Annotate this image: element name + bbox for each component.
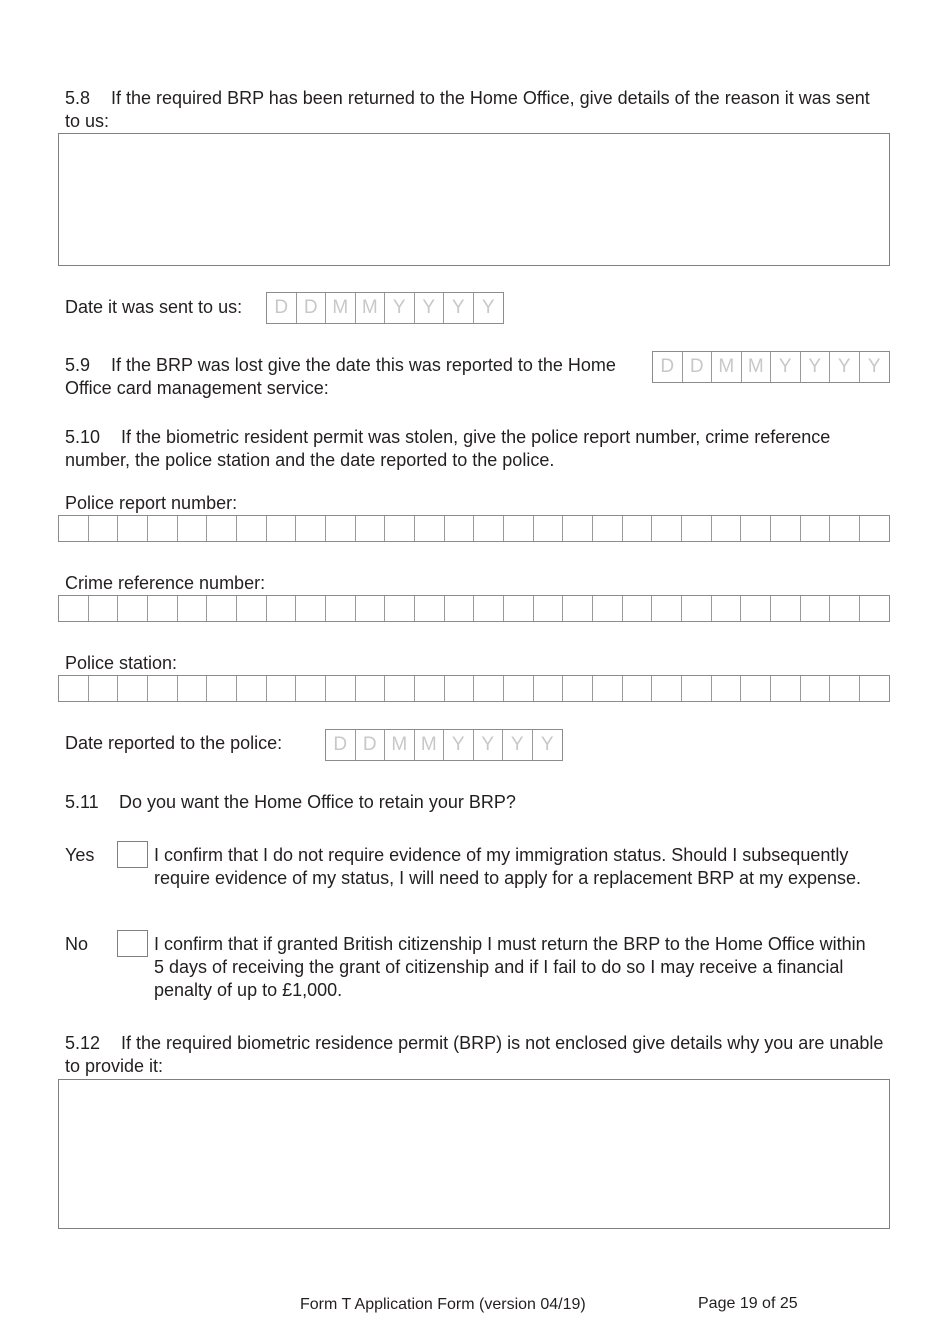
- question-number: 5.10: [65, 427, 101, 447]
- character-cell[interactable]: [652, 516, 682, 541]
- character-cell[interactable]: [593, 676, 623, 701]
- character-cell[interactable]: [296, 596, 326, 621]
- date-digit-cell[interactable]: Y: [385, 293, 415, 323]
- character-cell[interactable]: [474, 516, 504, 541]
- character-cell[interactable]: [682, 596, 712, 621]
- character-cell[interactable]: [712, 676, 742, 701]
- character-cell[interactable]: [237, 676, 267, 701]
- character-cell[interactable]: [563, 596, 593, 621]
- yes-statement: I confirm that I do not require evidence of my immigration status. Should I subsequently require evidence of my status, I will need to apply for a replacement BRP at my expense.: [154, 845, 862, 888]
- character-cell[interactable]: [771, 596, 801, 621]
- character-cell[interactable]: [504, 596, 534, 621]
- character-cell[interactable]: [296, 516, 326, 541]
- date-digit-cell[interactable]: Y: [867, 356, 881, 377]
- question-number: 5.8: [65, 88, 91, 108]
- question-text: If the required BRP has been returned to the Home Office, give details of the reason it was sent to us:: [65, 88, 870, 131]
- date-digit-cell[interactable]: D: [683, 352, 713, 382]
- character-cell[interactable]: [148, 596, 178, 621]
- character-cell[interactable]: [415, 676, 445, 701]
- character-cell[interactable]: [504, 516, 534, 541]
- character-cell[interactable]: [385, 676, 415, 701]
- character-cell[interactable]: [563, 676, 593, 701]
- footer-page-number: Page 19 of 25: [698, 1295, 798, 1312]
- character-cell[interactable]: [385, 516, 415, 541]
- character-cell[interactable]: [801, 596, 831, 621]
- character-cell[interactable]: [445, 516, 475, 541]
- character-cell[interactable]: [652, 676, 682, 701]
- date-digit-cell[interactable]: Y: [771, 352, 801, 382]
- character-cell[interactable]: [207, 596, 237, 621]
- question-5-8: [65, 87, 885, 133]
- date-sent-label: Date it was sent to us:: [65, 297, 243, 317]
- character-cell[interactable]: [741, 596, 771, 621]
- character-cell[interactable]: [741, 516, 771, 541]
- character-cell[interactable]: [237, 516, 267, 541]
- date-digit-cell[interactable]: M: [326, 293, 356, 323]
- character-cell[interactable]: [89, 596, 119, 621]
- character-cell[interactable]: [385, 596, 415, 621]
- date-digit-cell[interactable]: D: [267, 293, 297, 323]
- character-cell[interactable]: [445, 596, 475, 621]
- crime-reference-label: Crime reference number:: [65, 573, 266, 593]
- character-cell[interactable]: [237, 596, 267, 621]
- character-cell[interactable]: [326, 596, 356, 621]
- character-cell[interactable]: [623, 516, 653, 541]
- police-report-label: Police report number:: [65, 493, 238, 513]
- character-cell[interactable]: [830, 676, 860, 701]
- character-cell[interactable]: [860, 676, 889, 701]
- question-text: If the required biometric residence permit (BRP) is not enclosed give details why you are unable to provide it:: [65, 1033, 884, 1076]
- date-digit-cell[interactable]: M: [356, 293, 386, 323]
- date-digit-cell[interactable]: D: [356, 730, 386, 760]
- date-digit-cell[interactable]: Y: [830, 352, 860, 382]
- no-checkbox[interactable]: [117, 930, 148, 957]
- character-cell[interactable]: [267, 676, 297, 701]
- character-cell[interactable]: [207, 676, 237, 701]
- date-digit-cell[interactable]: Y: [415, 293, 445, 323]
- character-cell[interactable]: [356, 676, 386, 701]
- yes-checkbox[interactable]: [117, 841, 148, 868]
- question-number: 5.9: [65, 355, 91, 375]
- date-sent-field[interactable]: [266, 292, 504, 324]
- character-cell[interactable]: [178, 676, 208, 701]
- character-cell[interactable]: [326, 516, 356, 541]
- character-cell[interactable]: [712, 596, 742, 621]
- character-cell[interactable]: [504, 676, 534, 701]
- character-cell[interactable]: [830, 596, 860, 621]
- reason-sent-textarea[interactable]: [58, 133, 890, 266]
- character-cell[interactable]: [207, 516, 237, 541]
- date-digit-cell[interactable]: D: [653, 352, 683, 382]
- question-number: 5.11: [65, 792, 99, 812]
- character-cell[interactable]: [356, 516, 386, 541]
- date-digit-cell[interactable]: Y: [481, 297, 495, 318]
- no-statement: I confirm that if granted British citizenship I must return the BRP to the Home Office within 5 days of receiving the grant of citizenship and if I fail to do so I may receive a financial penalty of up to £1,000.: [154, 934, 866, 1000]
- character-cell[interactable]: [356, 596, 386, 621]
- character-cell[interactable]: [267, 596, 297, 621]
- character-cell[interactable]: [830, 516, 860, 541]
- character-cell[interactable]: [118, 596, 148, 621]
- character-cell[interactable]: [534, 596, 564, 621]
- footer-form-name: Form T Application Form (version 04/19): [300, 1296, 586, 1313]
- character-cell[interactable]: [534, 676, 564, 701]
- character-cell[interactable]: [474, 596, 504, 621]
- police-station-label: Police station:: [65, 653, 178, 673]
- character-cell[interactable]: [534, 516, 564, 541]
- date-reported-label: Date reported to the police:: [65, 733, 283, 753]
- character-cell[interactable]: [682, 676, 712, 701]
- character-cell[interactable]: [118, 676, 148, 701]
- date-digit-cell[interactable]: M: [385, 730, 415, 760]
- character-cell[interactable]: [178, 596, 208, 621]
- date-digit-cell[interactable]: Y: [540, 734, 554, 755]
- character-cell[interactable]: [296, 676, 326, 701]
- character-cell[interactable]: [860, 596, 889, 621]
- character-cell[interactable]: [118, 516, 148, 541]
- character-cell[interactable]: [415, 516, 445, 541]
- date-digit-cell[interactable]: Y: [444, 293, 474, 323]
- character-cell[interactable]: [474, 676, 504, 701]
- question-text: Do you want the Home Office to retain your BRP?: [119, 792, 516, 812]
- character-cell[interactable]: [801, 676, 831, 701]
- question-5-9: [65, 354, 625, 400]
- police-report-number-field[interactable]: [58, 515, 890, 542]
- date-digit-cell[interactable]: M: [415, 730, 445, 760]
- question-text: If the BRP was lost give the date this was reported to the Home Office card management service:: [65, 355, 616, 398]
- character-cell[interactable]: [59, 516, 89, 541]
- police-station-field[interactable]: [58, 675, 890, 702]
- date-digit-cell[interactable]: Y: [801, 352, 831, 382]
- date-digit-cell[interactable]: Y: [474, 730, 504, 760]
- character-cell[interactable]: [771, 516, 801, 541]
- character-cell[interactable]: [445, 676, 475, 701]
- character-cell[interactable]: [741, 676, 771, 701]
- brp-not-enclosed-textarea[interactable]: [58, 1079, 890, 1229]
- date-digit-cell[interactable]: Y: [503, 730, 533, 760]
- question-5-10: [65, 426, 885, 472]
- character-cell[interactable]: [652, 596, 682, 621]
- date-digit-cell[interactable]: Y: [444, 730, 474, 760]
- crime-reference-number-field[interactable]: [58, 595, 890, 622]
- character-cell[interactable]: [89, 676, 119, 701]
- character-cell[interactable]: [593, 516, 623, 541]
- character-cell[interactable]: [148, 676, 178, 701]
- character-cell[interactable]: [623, 596, 653, 621]
- character-cell[interactable]: [801, 516, 831, 541]
- character-cell[interactable]: [178, 516, 208, 541]
- date-digit-cell[interactable]: M: [712, 352, 742, 382]
- question-5-12: [65, 1032, 885, 1078]
- question-text: If the biometric resident permit was stolen, give the police report number, crime reference number, the police station and the date reported to the police.: [65, 427, 831, 470]
- character-cell[interactable]: [682, 516, 712, 541]
- date-digit-cell[interactable]: D: [297, 293, 327, 323]
- date-digit-cell[interactable]: M: [742, 352, 772, 382]
- character-cell[interactable]: [267, 516, 297, 541]
- character-cell[interactable]: [148, 516, 178, 541]
- character-cell[interactable]: [593, 596, 623, 621]
- character-cell[interactable]: [563, 516, 593, 541]
- question-number: 5.12: [65, 1033, 101, 1053]
- character-cell[interactable]: [771, 676, 801, 701]
- character-cell[interactable]: [712, 516, 742, 541]
- character-cell[interactable]: [415, 596, 445, 621]
- character-cell[interactable]: [326, 676, 356, 701]
- character-cell[interactable]: [59, 596, 89, 621]
- character-cell[interactable]: [89, 516, 119, 541]
- no-label: No: [65, 934, 89, 954]
- character-cell[interactable]: [623, 676, 653, 701]
- character-cell[interactable]: [860, 516, 889, 541]
- date-digit-cell[interactable]: D: [326, 730, 356, 760]
- yes-label: Yes: [65, 845, 95, 865]
- date-reported-field[interactable]: [325, 729, 563, 761]
- question-5-11: [65, 791, 885, 814]
- character-cell[interactable]: [59, 676, 89, 701]
- date-lost-reported-field[interactable]: [652, 351, 890, 383]
